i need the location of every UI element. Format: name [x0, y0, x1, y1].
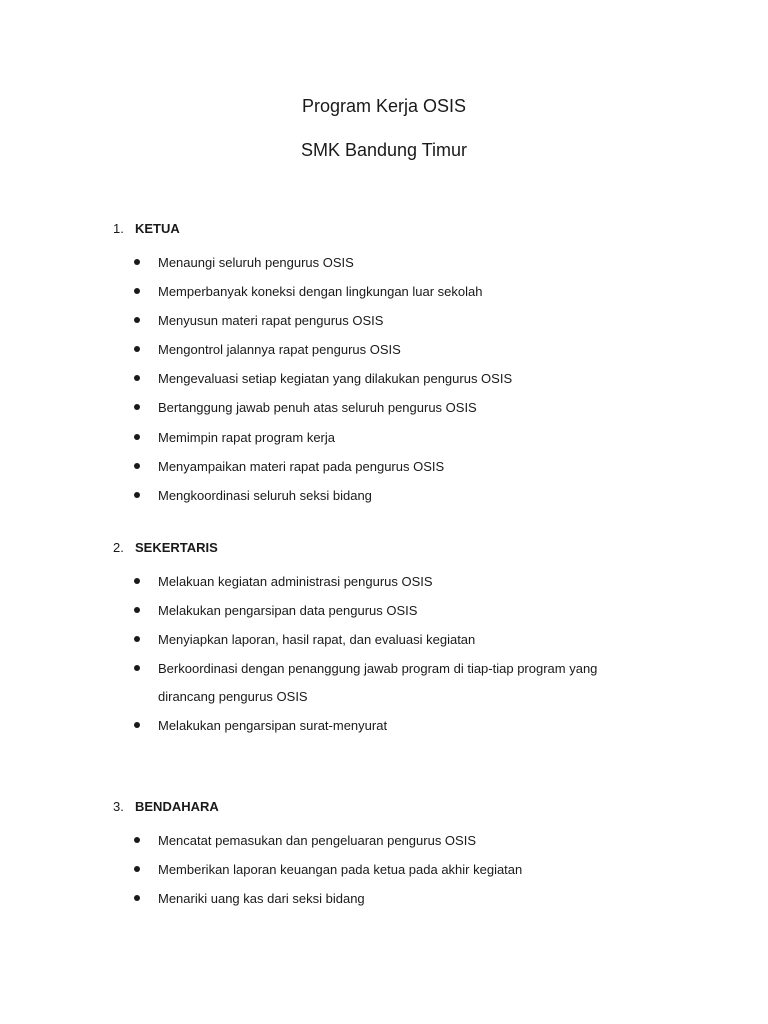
bullet-icon — [134, 722, 140, 728]
list-item — [113, 597, 673, 626]
duty-list — [113, 568, 673, 741]
bullet-icon — [134, 866, 140, 872]
list-item-text: Memimpin rapat program kerja — [158, 429, 336, 445]
list-item — [113, 336, 673, 365]
list-item-text: Menaungi seluruh pengurus OSIS — [158, 255, 354, 270]
section-title: BENDAHARA — [135, 799, 219, 814]
bullet-icon — [134, 288, 140, 294]
section-title: KETUA — [135, 221, 180, 236]
section-bendahara — [113, 798, 673, 914]
section-ketua — [113, 220, 673, 511]
section-sekertaris — [113, 539, 673, 741]
list-item-text: Mengkoordinasi seluruh seksi bidang — [158, 487, 372, 503]
list-item — [113, 482, 673, 511]
bullet-icon — [134, 317, 140, 323]
list-item — [113, 394, 673, 423]
list-item-text: Mencatat pemasukan dan pengeluaran pengurus OSIS — [158, 833, 476, 848]
section-heading — [113, 539, 673, 557]
list-item-text: Menariki uang kas dari seksi bidang — [158, 891, 365, 907]
list-item-text: Menyusun materi rapat pengurus OSIS — [158, 313, 384, 329]
list-item — [113, 453, 673, 482]
bullet-icon — [134, 636, 140, 642]
section-heading — [113, 798, 673, 816]
list-item — [113, 278, 673, 307]
list-item — [113, 626, 673, 655]
section-heading — [113, 220, 673, 238]
document-subtitle: SMK Bandung Timur — [300, 140, 468, 160]
bullet-icon — [134, 492, 140, 498]
bullet-icon — [134, 434, 140, 440]
list-item-text: Bertanggung jawab penuh atas seluruh pengurus OSIS — [158, 400, 477, 416]
list-item — [113, 424, 673, 453]
bullet-icon — [134, 404, 140, 410]
list-item-text: Menyiapkan laporan, hasil rapat, dan evaluasi kegiatan — [158, 632, 476, 648]
bullet-icon — [134, 895, 140, 901]
list-item-text: Mengevaluasi setiap kegiatan yang dilakukan pengurus OSIS — [158, 371, 513, 387]
duty-list — [113, 827, 673, 914]
list-item — [113, 827, 673, 856]
bullet-icon — [134, 837, 140, 843]
list-item-text: Berkoordinasi dengan penanggung jawab program di tiap-tiap program yang dirancang pengurus OSIS — [158, 661, 598, 705]
bullet-icon — [134, 375, 140, 381]
list-item — [113, 712, 673, 741]
duty-list — [113, 249, 673, 511]
list-item — [113, 655, 638, 712]
list-item-text: Memperbanyak koneksi dengan lingkungan luar sekolah — [158, 284, 483, 300]
bullet-icon — [134, 346, 140, 352]
list-item-text: Melakukan pengarsipan surat-menyurat — [158, 718, 388, 734]
bullet-icon — [134, 607, 140, 613]
bullet-icon — [134, 665, 140, 671]
bullet-icon — [134, 259, 140, 265]
list-item — [113, 885, 673, 914]
bullet-icon — [134, 463, 140, 469]
list-item — [113, 856, 673, 885]
list-item-text: Melakukan pengarsipan data pengurus OSIS — [158, 603, 418, 619]
list-item-text: Memberikan laporan keuangan pada ketua pada akhir kegiatan — [158, 862, 523, 878]
section-number: 3. — [113, 799, 124, 814]
bullet-icon — [134, 578, 140, 584]
document-title: Program Kerja OSIS — [301, 96, 467, 116]
list-item — [113, 568, 673, 597]
section-title: SEKERTARIS — [135, 540, 218, 555]
list-item — [113, 365, 673, 394]
section-number: 2. — [113, 540, 124, 555]
section-number: 1. — [113, 221, 124, 236]
list-item-text: Melakuan kegiatan administrasi pengurus OSIS — [158, 574, 433, 589]
list-item-text: Mengontrol jalannya rapat pengurus OSIS — [158, 342, 401, 358]
list-item — [113, 249, 673, 278]
list-item-text: Menyampaikan materi rapat pada pengurus OSIS — [158, 458, 445, 474]
list-item — [113, 307, 673, 336]
